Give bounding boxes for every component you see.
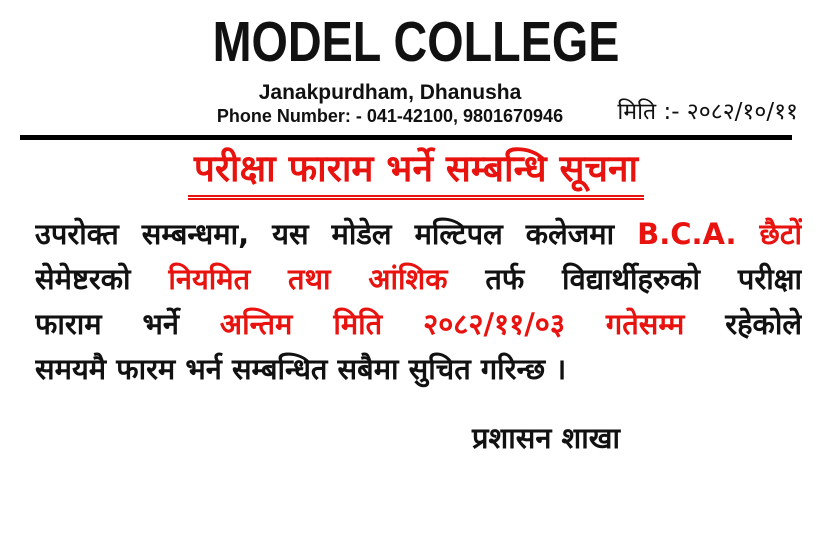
text-segment: समयमै फारम भर्न सम्बन्धित सबैमा सुचित गरिन्छ । xyxy=(35,352,567,387)
text-segment: रहेकोले xyxy=(684,307,802,342)
highlight-red-segment: नियमित तथा आंशिक xyxy=(168,262,448,297)
body-line xyxy=(35,347,802,392)
notice-body xyxy=(35,212,802,392)
text-segment: फाराम भर्ने xyxy=(35,307,220,342)
college-phone: Phone Number: - 041-42100, 9801670946 xyxy=(216,106,564,127)
notice-title-wrap xyxy=(0,148,832,201)
highlight-red-segment: B.C.A. छैटों xyxy=(637,217,802,252)
text-segment: उपरोक्त सम्बन्धमा, यस मोडेल मल्टिपल कलेजमा xyxy=(35,217,638,252)
letterhead-divider xyxy=(20,135,792,140)
college-address: Janakpurdham, Dhanusha xyxy=(258,81,522,104)
body-line xyxy=(35,302,802,347)
body-line xyxy=(35,257,802,302)
highlight-red-segment: अन्तिम मिति २०८२/११/०३ गतेसम्म xyxy=(219,307,685,342)
college-name: MODEL COLLEGE xyxy=(212,10,620,74)
notice-date: मिति :- २०८२/१०/११ xyxy=(617,99,798,125)
notice-title: परीक्षा फाराम भर्ने सम्बन्धि सूचना xyxy=(188,148,644,201)
signature-admin-branch: प्रशासन शाखा xyxy=(472,421,620,456)
text-segment: तर्फ विद्यार्थीहरुको परीक्षा xyxy=(447,262,802,297)
text-segment: सेमेष्टरको xyxy=(35,262,169,297)
body-line xyxy=(35,212,802,257)
